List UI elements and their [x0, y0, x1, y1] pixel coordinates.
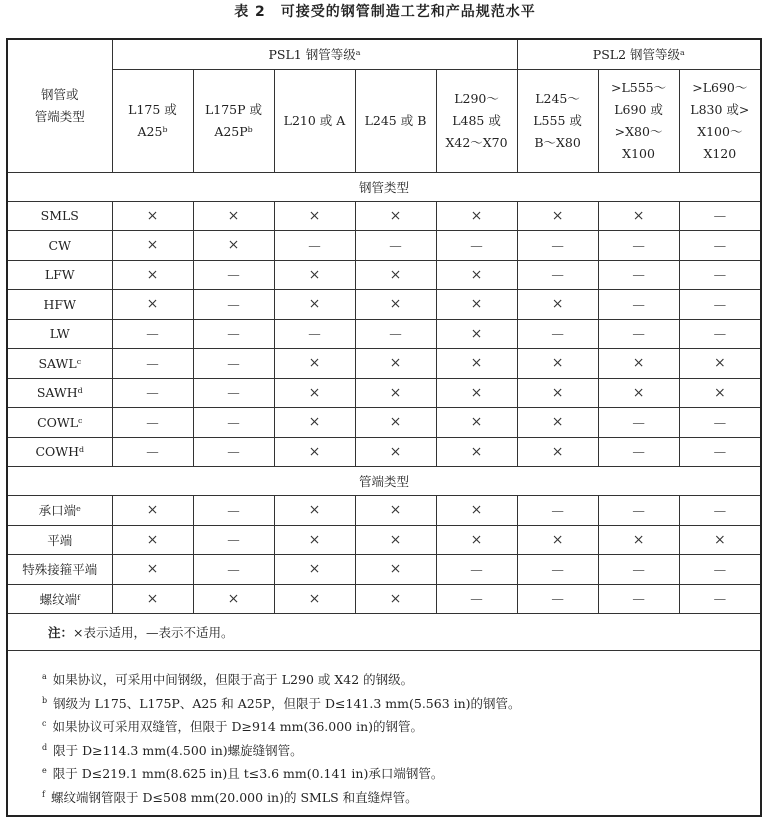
footnote-text: 如果协议可采用双缝管，但限于 D≥914 mm(36.000 in)的钢管。 — [52, 719, 424, 735]
not-applicable-mark: — — [679, 496, 761, 526]
not-applicable-mark: — — [193, 260, 274, 290]
applicable-mark: × — [436, 201, 517, 231]
applicable-mark: × — [679, 378, 761, 408]
applicable-mark: × — [355, 525, 436, 555]
not-applicable-mark: — — [517, 319, 598, 349]
applicable-mark: × — [112, 584, 193, 614]
table-row — [7, 201, 761, 231]
applicable-mark: × — [436, 408, 517, 438]
table-row — [7, 231, 761, 261]
footnote — [42, 712, 760, 736]
not-applicable-mark: — — [355, 319, 436, 349]
applicable-mark: × — [274, 260, 355, 290]
applicable-mark: × — [517, 437, 598, 467]
applicable-mark: × — [355, 555, 436, 585]
footnotes-row — [7, 651, 761, 817]
note-text: ×表示适用，—表示不适用。 — [73, 625, 234, 640]
footnote-mark: b — [42, 695, 48, 705]
not-applicable-mark: — — [598, 260, 679, 290]
applicable-mark: × — [112, 555, 193, 585]
applicable-mark: × — [274, 555, 355, 585]
applicable-mark: × — [517, 378, 598, 408]
applicable-mark: × — [355, 408, 436, 438]
grade-header-line: L485 或 — [452, 112, 501, 128]
table-row — [7, 260, 761, 290]
applicable-mark: × — [274, 496, 355, 526]
grade-header-line: X42～X70 — [445, 134, 508, 150]
grade-header-line: L210 或 A — [283, 112, 346, 128]
not-applicable-mark: — — [598, 319, 679, 349]
section-row — [7, 467, 761, 496]
footnote-text: 钢级为 L175、L175P、A25 和 A25P，但限于 D≤141.3 mm(5.563 in)的钢管。 — [53, 695, 521, 711]
applicable-mark: × — [355, 349, 436, 379]
applicable-mark: × — [598, 525, 679, 555]
applicable-mark: × — [274, 349, 355, 379]
section-row — [7, 172, 761, 201]
not-applicable-mark: — — [679, 408, 761, 438]
not-applicable-mark: — — [355, 231, 436, 261]
note-row — [7, 614, 761, 651]
not-applicable-mark: — — [112, 437, 193, 467]
table-row — [7, 437, 761, 467]
table-row — [7, 584, 761, 614]
grade-header-line: L690 或 — [614, 101, 663, 117]
footnote — [42, 783, 760, 807]
note-prefix: 注： — [48, 625, 74, 640]
applicable-mark: × — [274, 437, 355, 467]
applicable-mark: × — [355, 378, 436, 408]
grade-header-line: B～X80 — [534, 134, 581, 150]
grade-header-line: >X80～ — [614, 123, 663, 139]
not-applicable-mark: — — [679, 437, 761, 467]
grade-header-3 — [274, 69, 355, 172]
not-applicable-mark: — — [679, 260, 761, 290]
process-spec-table — [6, 38, 762, 817]
corner-header-line-1: 钢管或 — [40, 86, 79, 102]
row-label: COWHᵈ — [7, 437, 112, 467]
not-applicable-mark: — — [193, 290, 274, 320]
table-row — [7, 290, 761, 320]
footnote — [42, 689, 760, 713]
applicable-mark: × — [112, 201, 193, 231]
table-row — [7, 496, 761, 526]
corner-header — [7, 39, 112, 172]
not-applicable-mark: — — [598, 496, 679, 526]
applicable-mark: × — [436, 525, 517, 555]
applicable-mark: × — [274, 290, 355, 320]
not-applicable-mark: — — [193, 437, 274, 467]
applicable-mark: × — [274, 584, 355, 614]
note-cell — [7, 614, 761, 651]
applicable-mark: × — [517, 290, 598, 320]
row-label: 特殊接箍平端 — [7, 555, 112, 585]
applicable-mark: × — [355, 584, 436, 614]
not-applicable-mark: — — [436, 231, 517, 261]
psl2-group-header: PSL2 钢管等级ᵃ — [517, 39, 761, 69]
not-applicable-mark: — — [679, 290, 761, 320]
footnote-text: 如果协议，可采用中间钢级，但限于高于 L290 或 X42 的钢级。 — [52, 672, 414, 688]
applicable-mark: × — [274, 378, 355, 408]
not-applicable-mark: — — [517, 231, 598, 261]
grade-header-1 — [112, 69, 193, 172]
row-label: LFW — [7, 260, 112, 290]
grade-header-line: L555 或 — [533, 112, 582, 128]
applicable-mark: × — [436, 349, 517, 379]
applicable-mark: × — [436, 437, 517, 467]
grade-header-5 — [436, 69, 517, 172]
grade-header-line: L175 或 — [128, 101, 177, 117]
not-applicable-mark: — — [193, 555, 274, 585]
row-label: LW — [7, 319, 112, 349]
not-applicable-mark: — — [517, 584, 598, 614]
not-applicable-mark: — — [112, 349, 193, 379]
applicable-mark: × — [517, 525, 598, 555]
grade-header-line: L245～ — [535, 90, 580, 106]
not-applicable-mark: — — [193, 349, 274, 379]
not-applicable-mark: — — [679, 231, 761, 261]
applicable-mark: × — [274, 408, 355, 438]
not-applicable-mark: — — [517, 260, 598, 290]
applicable-mark: × — [274, 525, 355, 555]
footnote-mark: c — [42, 719, 47, 728]
footnote-text: 限于 D≤219.1 mm(8.625 in)且 t≤3.6 mm(0.141 in)承口端钢管。 — [52, 766, 444, 782]
row-label: COWLᶜ — [7, 408, 112, 438]
applicable-mark: × — [517, 201, 598, 231]
footnote-mark: e — [42, 766, 47, 775]
applicable-mark: × — [355, 437, 436, 467]
table-row — [7, 319, 761, 349]
applicable-mark: × — [193, 201, 274, 231]
not-applicable-mark: — — [112, 319, 193, 349]
grade-header-8 — [679, 69, 761, 172]
not-applicable-mark: — — [598, 584, 679, 614]
not-applicable-mark: — — [274, 319, 355, 349]
footnote-mark: d — [42, 742, 48, 752]
row-label: 螺纹端ᶠ — [7, 584, 112, 614]
applicable-mark: × — [112, 525, 193, 555]
applicable-mark: × — [193, 584, 274, 614]
grade-header-line: L830 或> — [690, 101, 750, 117]
footnote-mark: a — [42, 672, 47, 681]
grade-header-line: L175P 或 — [204, 101, 263, 117]
applicable-mark: × — [436, 260, 517, 290]
not-applicable-mark: — — [679, 319, 761, 349]
grade-header-line: X100～ — [697, 123, 743, 139]
applicable-mark: × — [436, 290, 517, 320]
footnote-mark: f — [42, 789, 45, 799]
not-applicable-mark: — — [193, 525, 274, 555]
applicable-mark: × — [112, 496, 193, 526]
applicable-mark: × — [679, 349, 761, 379]
corner-header-line-2: 管端类型 — [34, 108, 85, 124]
not-applicable-mark: — — [517, 496, 598, 526]
applicable-mark: × — [598, 378, 679, 408]
row-label: HFW — [7, 290, 112, 320]
not-applicable-mark: — — [193, 319, 274, 349]
table-row — [7, 378, 761, 408]
applicable-mark: × — [355, 201, 436, 231]
grade-header-line: X120 — [703, 145, 737, 161]
footnotes-cell — [7, 651, 761, 817]
not-applicable-mark: — — [112, 378, 193, 408]
applicable-mark: × — [355, 290, 436, 320]
applicable-mark: × — [355, 260, 436, 290]
grade-header-line: L245 或 B — [364, 112, 427, 128]
not-applicable-mark: — — [598, 437, 679, 467]
grade-header-line: A25Pᵇ — [214, 123, 253, 139]
not-applicable-mark: — — [274, 231, 355, 261]
grade-header-line: X100 — [622, 145, 655, 161]
footnote — [42, 736, 760, 760]
applicable-mark: × — [598, 201, 679, 231]
not-applicable-mark: — — [112, 408, 193, 438]
row-label: SAWLᶜ — [7, 349, 112, 379]
not-applicable-mark: — — [436, 584, 517, 614]
footnote-text: 限于 D≥114.3 mm(4.500 in)螺旋缝钢管。 — [53, 742, 303, 758]
section-title: 钢管类型 — [7, 172, 761, 201]
row-label: SAWHᵈ — [7, 378, 112, 408]
applicable-mark: × — [274, 201, 355, 231]
not-applicable-mark: — — [679, 555, 761, 585]
grade-header-line: >L555～ — [610, 79, 667, 95]
section-title: 管端类型 — [7, 467, 761, 496]
not-applicable-mark: — — [598, 231, 679, 261]
not-applicable-mark: — — [193, 408, 274, 438]
applicable-mark: × — [436, 319, 517, 349]
table-row — [7, 408, 761, 438]
not-applicable-mark: — — [598, 555, 679, 585]
table-caption: 表 2 可接受的钢管制造工艺和产品规范水平 — [234, 4, 536, 20]
grade-header-6 — [517, 69, 598, 172]
grade-header-line: >L690～ — [692, 79, 748, 95]
applicable-mark: × — [436, 378, 517, 408]
row-label: 承口端ᵉ — [7, 496, 112, 526]
not-applicable-mark: — — [517, 555, 598, 585]
not-applicable-mark: — — [679, 201, 761, 231]
footnote — [42, 665, 760, 689]
table-row — [7, 525, 761, 555]
applicable-mark: × — [355, 496, 436, 526]
row-label: SMLS — [7, 201, 112, 231]
not-applicable-mark: — — [679, 584, 761, 614]
grade-header-2 — [193, 69, 274, 172]
applicable-mark: × — [112, 290, 193, 320]
applicable-mark: × — [112, 260, 193, 290]
table-row — [7, 555, 761, 585]
footnote-text: 螺纹端钢管限于 D≤508 mm(20.000 in)的 SMLS 和直缝焊管。 — [50, 789, 418, 805]
grade-header-line: L290～ — [454, 90, 499, 106]
psl1-group-header: PSL1 钢管等级ᵃ — [112, 39, 517, 69]
not-applicable-mark: — — [598, 290, 679, 320]
grade-header-7 — [598, 69, 679, 172]
grade-header-line: A25ᵇ — [137, 123, 168, 139]
not-applicable-mark: — — [436, 555, 517, 585]
applicable-mark: × — [517, 408, 598, 438]
table-row — [7, 349, 761, 379]
footnote — [42, 759, 760, 783]
applicable-mark: × — [112, 231, 193, 261]
applicable-mark: × — [436, 496, 517, 526]
row-label: 平端 — [7, 525, 112, 555]
applicable-mark: × — [679, 525, 761, 555]
not-applicable-mark: — — [193, 496, 274, 526]
row-label: CW — [7, 231, 112, 261]
not-applicable-mark: — — [598, 408, 679, 438]
applicable-mark: × — [598, 349, 679, 379]
applicable-mark: × — [193, 231, 274, 261]
applicable-mark: × — [517, 349, 598, 379]
grade-header-4 — [355, 69, 436, 172]
not-applicable-mark: — — [193, 378, 274, 408]
